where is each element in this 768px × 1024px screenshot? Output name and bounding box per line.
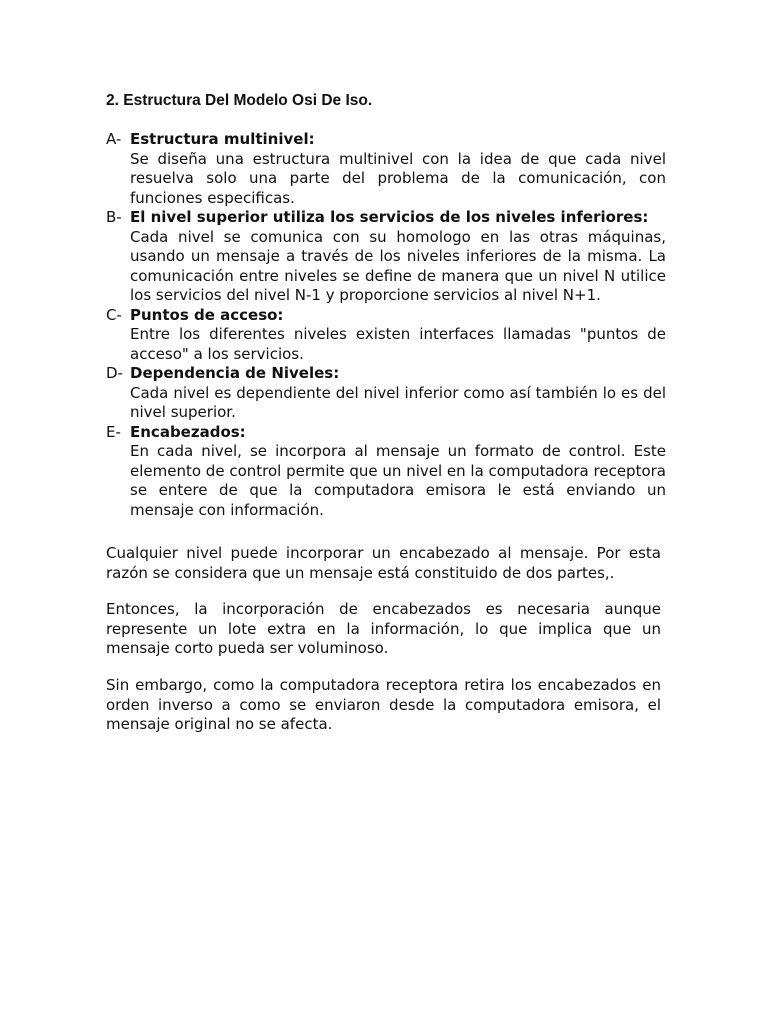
list-item-title: Estructura multinivel: [130, 130, 315, 148]
list-item-description: En cada nivel, se incorpora al mensaje un formato de control. Este elemento de control permite que un nivel en la computadora receptora se entere de que la computadora emisora le está enviando un mensaje con información. [130, 442, 666, 519]
list-item-marker: C- [106, 305, 122, 324]
section-heading: 2. Estructura Del Modelo Osi De Iso. [106, 92, 373, 109]
list-item [106, 364, 666, 423]
list-item-marker: A- [106, 130, 122, 148]
body-paragraph: Entonces, la incorporación de encabezados es necesaria aunque represente un lote extra en la información, lo que implica que un mensaje corto pueda ser voluminoso. [106, 600, 661, 657]
list-item [106, 208, 666, 306]
list-item [106, 423, 666, 521]
list-item-marker: B- [106, 208, 122, 226]
list-item-description: Se diseña una estructura multinivel con la idea de que cada nivel resuelva solo una parte del problema de la comunicación, con funciones especificas. [130, 149, 666, 207]
list-item-description: Cada nivel es dependiente del nivel inferior como así también lo es del nivel superior. [130, 383, 666, 421]
body-paragraph: Cualquier nivel puede incorporar un encabezado al mensaje. Por esta razón se considera que un mensaje está constituido de dos partes,. [106, 544, 661, 582]
list-item-description: Cada nivel se comunica con su homologo en las otras máquinas, usando un mensaje a través de los niveles inferiores de la misma. La comunicación entre niveles se define de manera que un nivel N utilice los servicios del nivel N-1 y proporcione servicios al nivel N+1. [130, 227, 666, 304]
feature-list [106, 130, 666, 520]
list-item-description: Entre los diferentes niveles existen interfaces llamadas "puntos de acceso" a los servicios. [130, 325, 666, 363]
list-item-marker: E- [106, 422, 121, 441]
list-item-title: Dependencia de Niveles: [130, 364, 340, 382]
list-item-title: Puntos de acceso: [130, 305, 284, 324]
list-item-title: El nivel superior utiliza los servicios de los niveles inferiores: [130, 208, 649, 226]
body-paragraph: Sin embargo, como la computadora receptora retira los encabezados en orden inverso a como se enviaron desde la computadora emisora, el mensaje original no se afecta. [106, 676, 661, 733]
list-item-title: Encabezados: [130, 422, 246, 441]
list-item-marker: D- [106, 364, 123, 382]
list-item [106, 130, 666, 208]
list-item [106, 306, 666, 365]
